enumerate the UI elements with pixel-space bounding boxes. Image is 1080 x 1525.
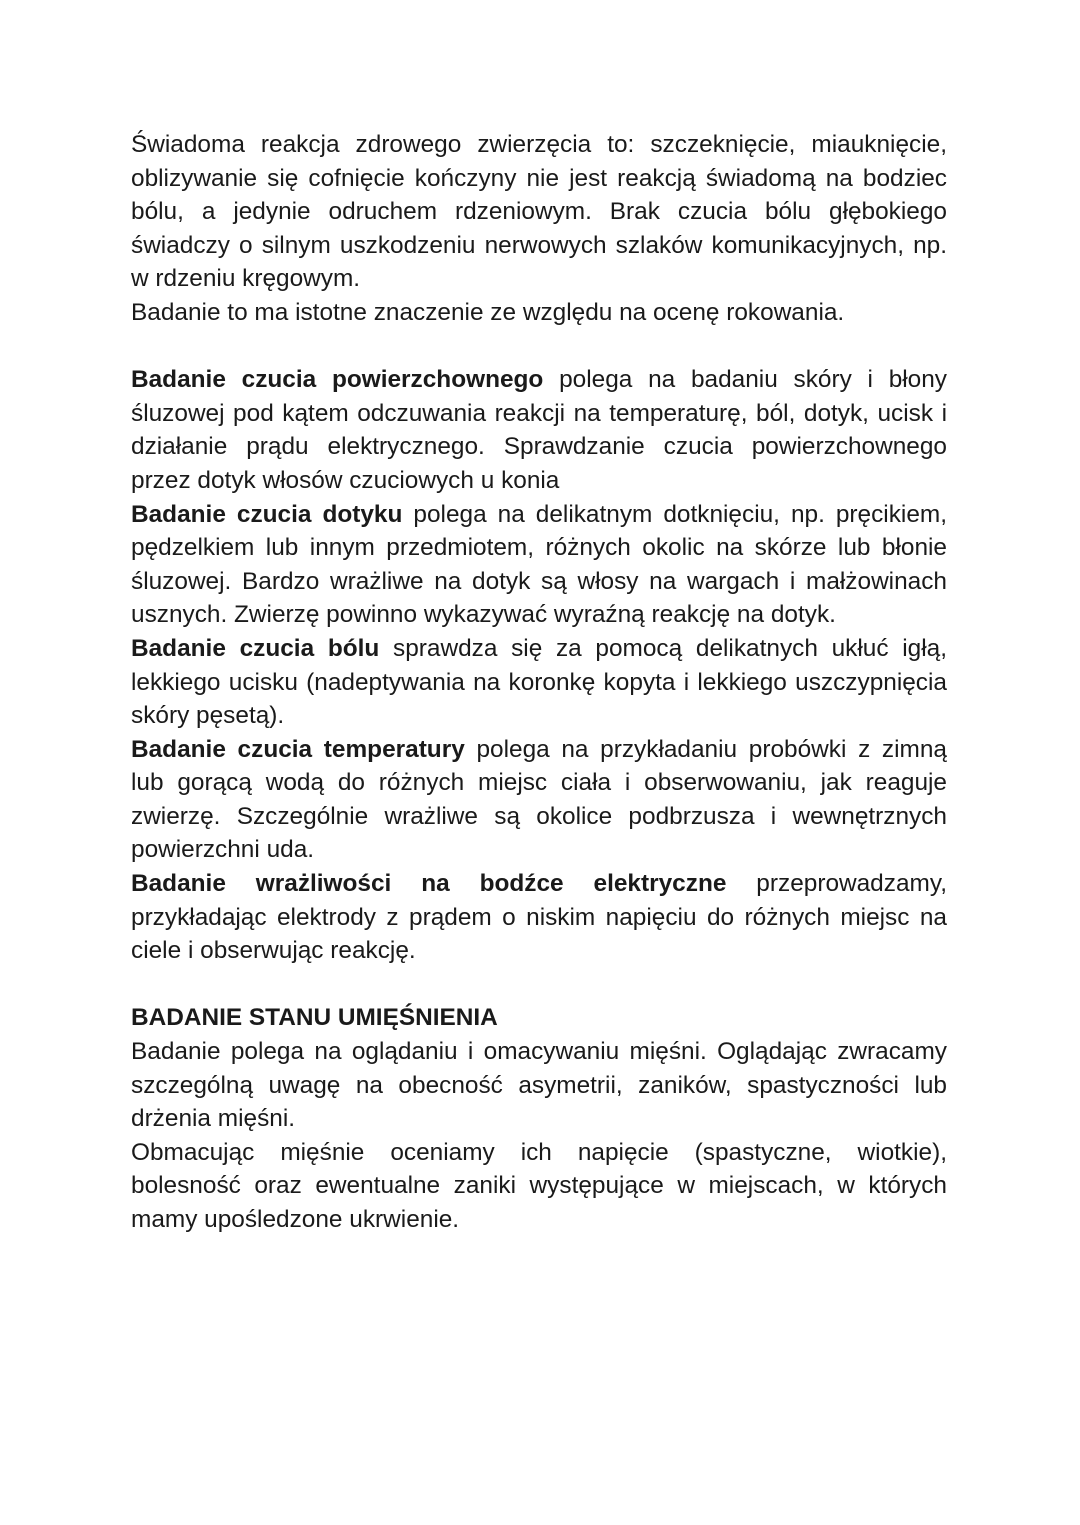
section-heading: BADANIE STANU UMIĘŚNIENIA (131, 1004, 498, 1032)
pain-sensation-term: Badanie czucia bólu (131, 634, 380, 662)
touch-sensation-paragraph (131, 498, 947, 632)
pain-sensation-paragraph (131, 632, 947, 733)
prognosis-paragraph: Badanie to ma istotne znaczenie ze względu na ocenę rokowania. (131, 298, 845, 326)
temperature-sensation-term: Badanie czucia temperatury (131, 735, 465, 763)
intro-paragraph: Świadoma reakcja zdrowego zwierzęcia to: szczeknięcie, miauknięcie, oblizywanie się cofnięcie kończyny nie jest reakcją świadomą na bodziec bólu, a jedynie odruchem rdzeniowym. Brak czucia bólu głębokiego świadczy o silnym uszkodzeniu nerwowych szlaków komunikacyjnych, np. w rdzeniu kręgowym. (131, 131, 947, 293)
document-page (131, 128, 947, 1237)
muscle-palpation-paragraph: Obmacując mięśnie oceniamy ich napięcie (spastyczne, wiotkie), bolesność oraz ewentualne zaniki występujące w miejscach, w których mamy upośledzone ukrwienie. (131, 1138, 947, 1233)
electric-sensation-term: Badanie wrażliwości na bodźce elektryczne (131, 870, 727, 898)
touch-sensation-term: Badanie czucia dotyku (131, 500, 403, 528)
electric-sensation-paragraph (131, 867, 947, 968)
paragraph-spacer (131, 968, 947, 1002)
surface-sensation-text: polega na badaniu skóry i błony śluzowej pod kątem odczuwania reakcji na temperaturę, ból, dotyk, ucisk i działanie prądu elektrycznego. Sprawdzanie czucia powierzchownego przez dotyk włosów czuciowych u konia (131, 366, 947, 494)
pain-sensation-text: sprawdza się za pomocą delikatnych ukłuć igłą, lekkiego ucisku (nadeptywania na koronkę kopyta i lekkiego uszczypnięcia skóry pęsetą). (131, 634, 947, 730)
muscle-inspection-paragraph: Badanie polega na oglądaniu i omacywaniu mięśni. Oglądając zwracamy szczególną uwagę na obecność asymetrii, zaników, spastyczności lub drżenia mięśni. (131, 1038, 947, 1133)
temperature-sensation-text: polega na przykładaniu probówki z zimną lub gorącą wodą do różnych miejsc ciała i obserwowaniu, jak reaguje zwierzę. Szczególnie wrażliwe są okolice podbrzusza i wewnętrznych powierzchni uda. (131, 735, 947, 864)
surface-sensation-paragraph (131, 363, 947, 497)
touch-sensation-text: polega na delikatnym dotknięciu, np. pręcikiem, pędzelkiem lub innym przedmiotem, różnych okolic na skórze lub błonie śluzowej. Bardzo wrażliwe na dotyk są włosy na wargach i małżowinach usznych. Zwierzę powinno wykazywać wyraźną reakcję na dotyk. (131, 500, 947, 629)
electric-sensation-text: przeprowadzamy, przykładając elektrody z prądem o niskim napięciu do różnych miejsc na ciele i obserwując reakcję. (131, 870, 947, 965)
paragraph-spacer (131, 330, 947, 364)
temperature-sensation-paragraph (131, 733, 947, 867)
surface-sensation-term: Badanie czucia powierzchownego (131, 366, 544, 394)
